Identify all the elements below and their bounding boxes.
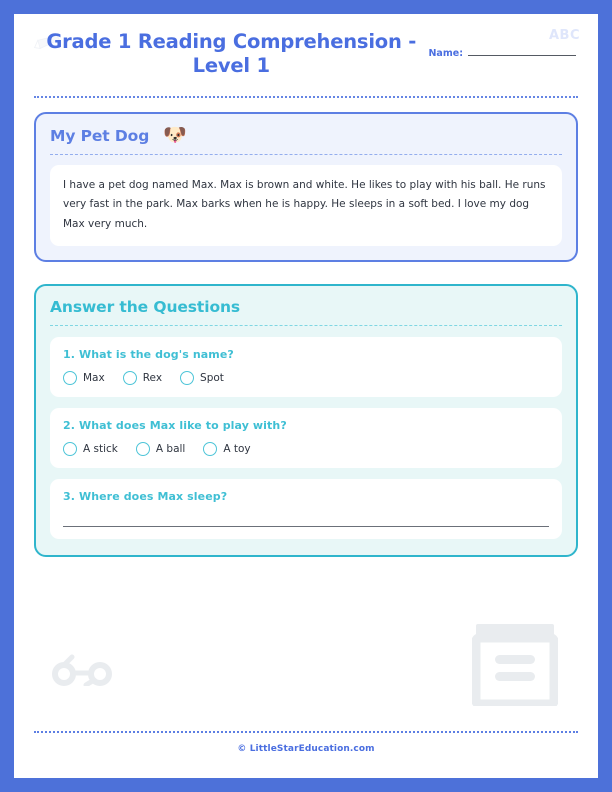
question-options — [63, 442, 549, 456]
title-wrap — [34, 30, 428, 78]
abc-watermark: ABC — [548, 28, 580, 43]
name-label: Name: — [428, 48, 463, 59]
radio-button-icon[interactable] — [123, 371, 137, 385]
dog-face-emoji: 🐶 — [163, 124, 187, 146]
option-item[interactable] — [180, 371, 224, 385]
question-card — [50, 337, 562, 397]
book-icon — [472, 622, 558, 706]
question-text: 1. What is the dog's name? — [63, 348, 234, 362]
option-item[interactable] — [136, 442, 185, 456]
question-card — [50, 479, 562, 539]
footer-divider — [34, 731, 578, 733]
name-block — [428, 48, 578, 59]
questions-panel — [34, 284, 578, 557]
story-header — [50, 126, 562, 145]
glasses-icon — [50, 654, 120, 686]
story-divider — [50, 154, 562, 155]
page-title: Grade 1 Reading Comprehension - Level 1 — [46, 30, 417, 77]
question-card — [50, 408, 562, 468]
radio-button-icon[interactable] — [63, 371, 77, 385]
radio-button-icon[interactable] — [63, 442, 77, 456]
question-text: 2. What does Max like to play with? — [63, 419, 287, 433]
header-divider — [34, 96, 578, 98]
option-item[interactable] — [63, 442, 118, 456]
story-title: My Pet Dog — [50, 126, 150, 145]
radio-button-icon[interactable] — [180, 371, 194, 385]
option-item[interactable] — [203, 442, 250, 456]
worksheet-footer — [30, 731, 582, 754]
option-label: Max — [83, 372, 105, 385]
option-label: A ball — [155, 443, 186, 456]
option-item[interactable] — [123, 371, 162, 385]
question-text: 3. Where does Max sleep? — [63, 490, 228, 504]
questions-title: Answer the Questions — [50, 298, 241, 317]
story-card — [34, 112, 578, 262]
question-options — [63, 371, 549, 385]
footer-copyright: © LittleStarEducation.com — [237, 744, 375, 754]
option-item[interactable] — [63, 371, 105, 385]
story-text: I have a pet dog named Max. Max is brown and white. He likes to play with his ball. He runs very fast in the park. Max barks when he is happy. He sleeps in a soft bed. I love my dog Max very much. — [50, 165, 562, 246]
option-label: Spot — [200, 372, 224, 385]
option-label: A toy — [223, 443, 251, 456]
option-label: Rex — [142, 372, 163, 385]
radio-button-icon[interactable] — [203, 442, 217, 456]
name-input-line[interactable] — [468, 54, 576, 56]
worksheet-inner — [14, 14, 598, 778]
option-label: A stick — [83, 443, 118, 456]
radio-button-icon[interactable] — [136, 442, 150, 456]
answer-input-line[interactable] — [63, 525, 549, 527]
questions-divider — [50, 325, 562, 326]
worksheet-header — [30, 26, 582, 88]
